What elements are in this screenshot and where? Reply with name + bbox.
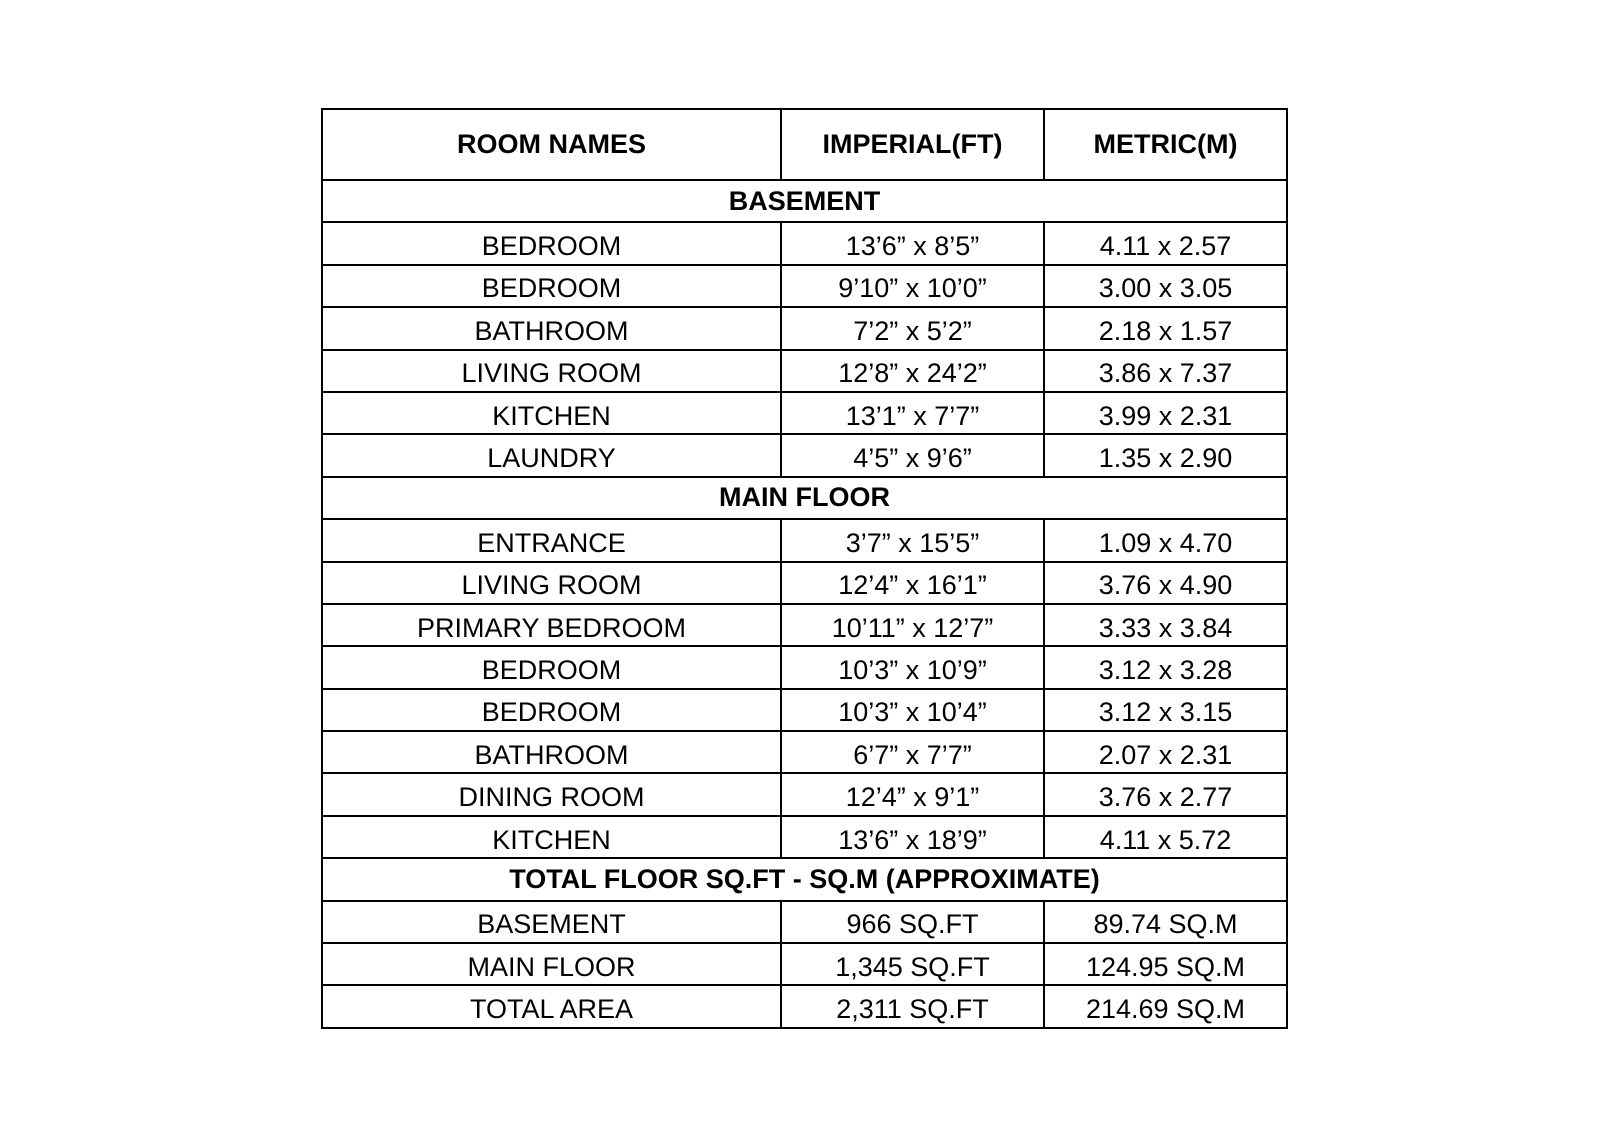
table-row <box>322 307 1287 349</box>
imperial-dimension-cell: 966 SQ.FT <box>781 901 1044 943</box>
metric-dimension-cell: 1.35 x 2.90 <box>1044 434 1287 476</box>
metric-dimension-cell: 124.95 SQ.M <box>1044 943 1287 985</box>
imperial-dimension-cell: 3’7” x 15’5” <box>781 519 1044 561</box>
totals-section-row <box>322 858 1287 900</box>
table-row <box>322 943 1287 985</box>
metric-dimension-cell: 89.74 SQ.M <box>1044 901 1287 943</box>
room-name-cell: DINING ROOM <box>322 773 781 815</box>
room-name-cell: LIVING ROOM <box>322 350 781 392</box>
header-metric: METRIC(M) <box>1044 109 1287 180</box>
table-row <box>322 816 1287 858</box>
room-name-cell: ENTRANCE <box>322 519 781 561</box>
imperial-dimension-cell: 6’7” x 7’7” <box>781 731 1044 773</box>
basement-section-title: BASEMENT <box>322 180 1287 222</box>
imperial-dimension-cell: 13’1” x 7’7” <box>781 392 1044 434</box>
imperial-dimension-cell: 12’4” x 9’1” <box>781 773 1044 815</box>
table-row <box>322 985 1287 1027</box>
metric-dimension-cell: 3.76 x 4.90 <box>1044 562 1287 604</box>
imperial-dimension-cell: 7’2” x 5’2” <box>781 307 1044 349</box>
room-dimensions-table <box>321 108 1288 1029</box>
table-row <box>322 689 1287 731</box>
metric-dimension-cell: 3.00 x 3.05 <box>1044 265 1287 307</box>
table-row <box>322 731 1287 773</box>
table-row <box>322 901 1287 943</box>
metric-dimension-cell: 214.69 SQ.M <box>1044 985 1287 1027</box>
room-name-cell: TOTAL AREA <box>322 985 781 1027</box>
totals-section-title: TOTAL FLOOR SQ.FT - SQ.M (APPROXIMATE) <box>322 858 1287 900</box>
room-name-cell: BEDROOM <box>322 689 781 731</box>
table-row <box>322 519 1287 561</box>
metric-dimension-cell: 3.76 x 2.77 <box>1044 773 1287 815</box>
imperial-dimension-cell: 13’6” x 18’9” <box>781 816 1044 858</box>
room-name-cell: BATHROOM <box>322 731 781 773</box>
room-name-cell: PRIMARY BEDROOM <box>322 604 781 646</box>
imperial-dimension-cell: 2,311 SQ.FT <box>781 985 1044 1027</box>
room-name-cell: LIVING ROOM <box>322 562 781 604</box>
metric-dimension-cell: 4.11 x 5.72 <box>1044 816 1287 858</box>
imperial-dimension-cell: 10’3” x 10’4” <box>781 689 1044 731</box>
metric-dimension-cell: 3.99 x 2.31 <box>1044 392 1287 434</box>
table-row <box>322 562 1287 604</box>
table-body <box>322 180 1287 1028</box>
main-floor-section-title: MAIN FLOOR <box>322 477 1287 519</box>
metric-dimension-cell: 2.18 x 1.57 <box>1044 307 1287 349</box>
imperial-dimension-cell: 10’3” x 10’9” <box>781 646 1044 688</box>
header-imperial: IMPERIAL(FT) <box>781 109 1044 180</box>
room-name-cell: KITCHEN <box>322 816 781 858</box>
room-name-cell: BEDROOM <box>322 646 781 688</box>
header-room-names: ROOM NAMES <box>322 109 781 180</box>
table-row <box>322 265 1287 307</box>
room-name-cell: LAUNDRY <box>322 434 781 476</box>
table-row <box>322 222 1287 264</box>
table-row <box>322 604 1287 646</box>
header-row <box>322 109 1287 180</box>
table-row <box>322 392 1287 434</box>
metric-dimension-cell: 3.12 x 3.28 <box>1044 646 1287 688</box>
main-floor-section-row <box>322 477 1287 519</box>
imperial-dimension-cell: 1,345 SQ.FT <box>781 943 1044 985</box>
imperial-dimension-cell: 10’11” x 12’7” <box>781 604 1044 646</box>
table-row <box>322 350 1287 392</box>
metric-dimension-cell: 2.07 x 2.31 <box>1044 731 1287 773</box>
room-name-cell: BEDROOM <box>322 265 781 307</box>
imperial-dimension-cell: 4’5” x 9’6” <box>781 434 1044 476</box>
metric-dimension-cell: 3.33 x 3.84 <box>1044 604 1287 646</box>
metric-dimension-cell: 4.11 x 2.57 <box>1044 222 1287 264</box>
table-row <box>322 773 1287 815</box>
imperial-dimension-cell: 9’10” x 10’0” <box>781 265 1044 307</box>
room-name-cell: BASEMENT <box>322 901 781 943</box>
room-name-cell: KITCHEN <box>322 392 781 434</box>
room-name-cell: BATHROOM <box>322 307 781 349</box>
table-row <box>322 646 1287 688</box>
metric-dimension-cell: 3.12 x 3.15 <box>1044 689 1287 731</box>
room-name-cell: MAIN FLOOR <box>322 943 781 985</box>
metric-dimension-cell: 1.09 x 4.70 <box>1044 519 1287 561</box>
imperial-dimension-cell: 12’4” x 16’1” <box>781 562 1044 604</box>
imperial-dimension-cell: 12’8” x 24’2” <box>781 350 1044 392</box>
metric-dimension-cell: 3.86 x 7.37 <box>1044 350 1287 392</box>
table-row <box>322 434 1287 476</box>
imperial-dimension-cell: 13’6” x 8’5” <box>781 222 1044 264</box>
room-name-cell: BEDROOM <box>322 222 781 264</box>
basement-section-row <box>322 180 1287 222</box>
